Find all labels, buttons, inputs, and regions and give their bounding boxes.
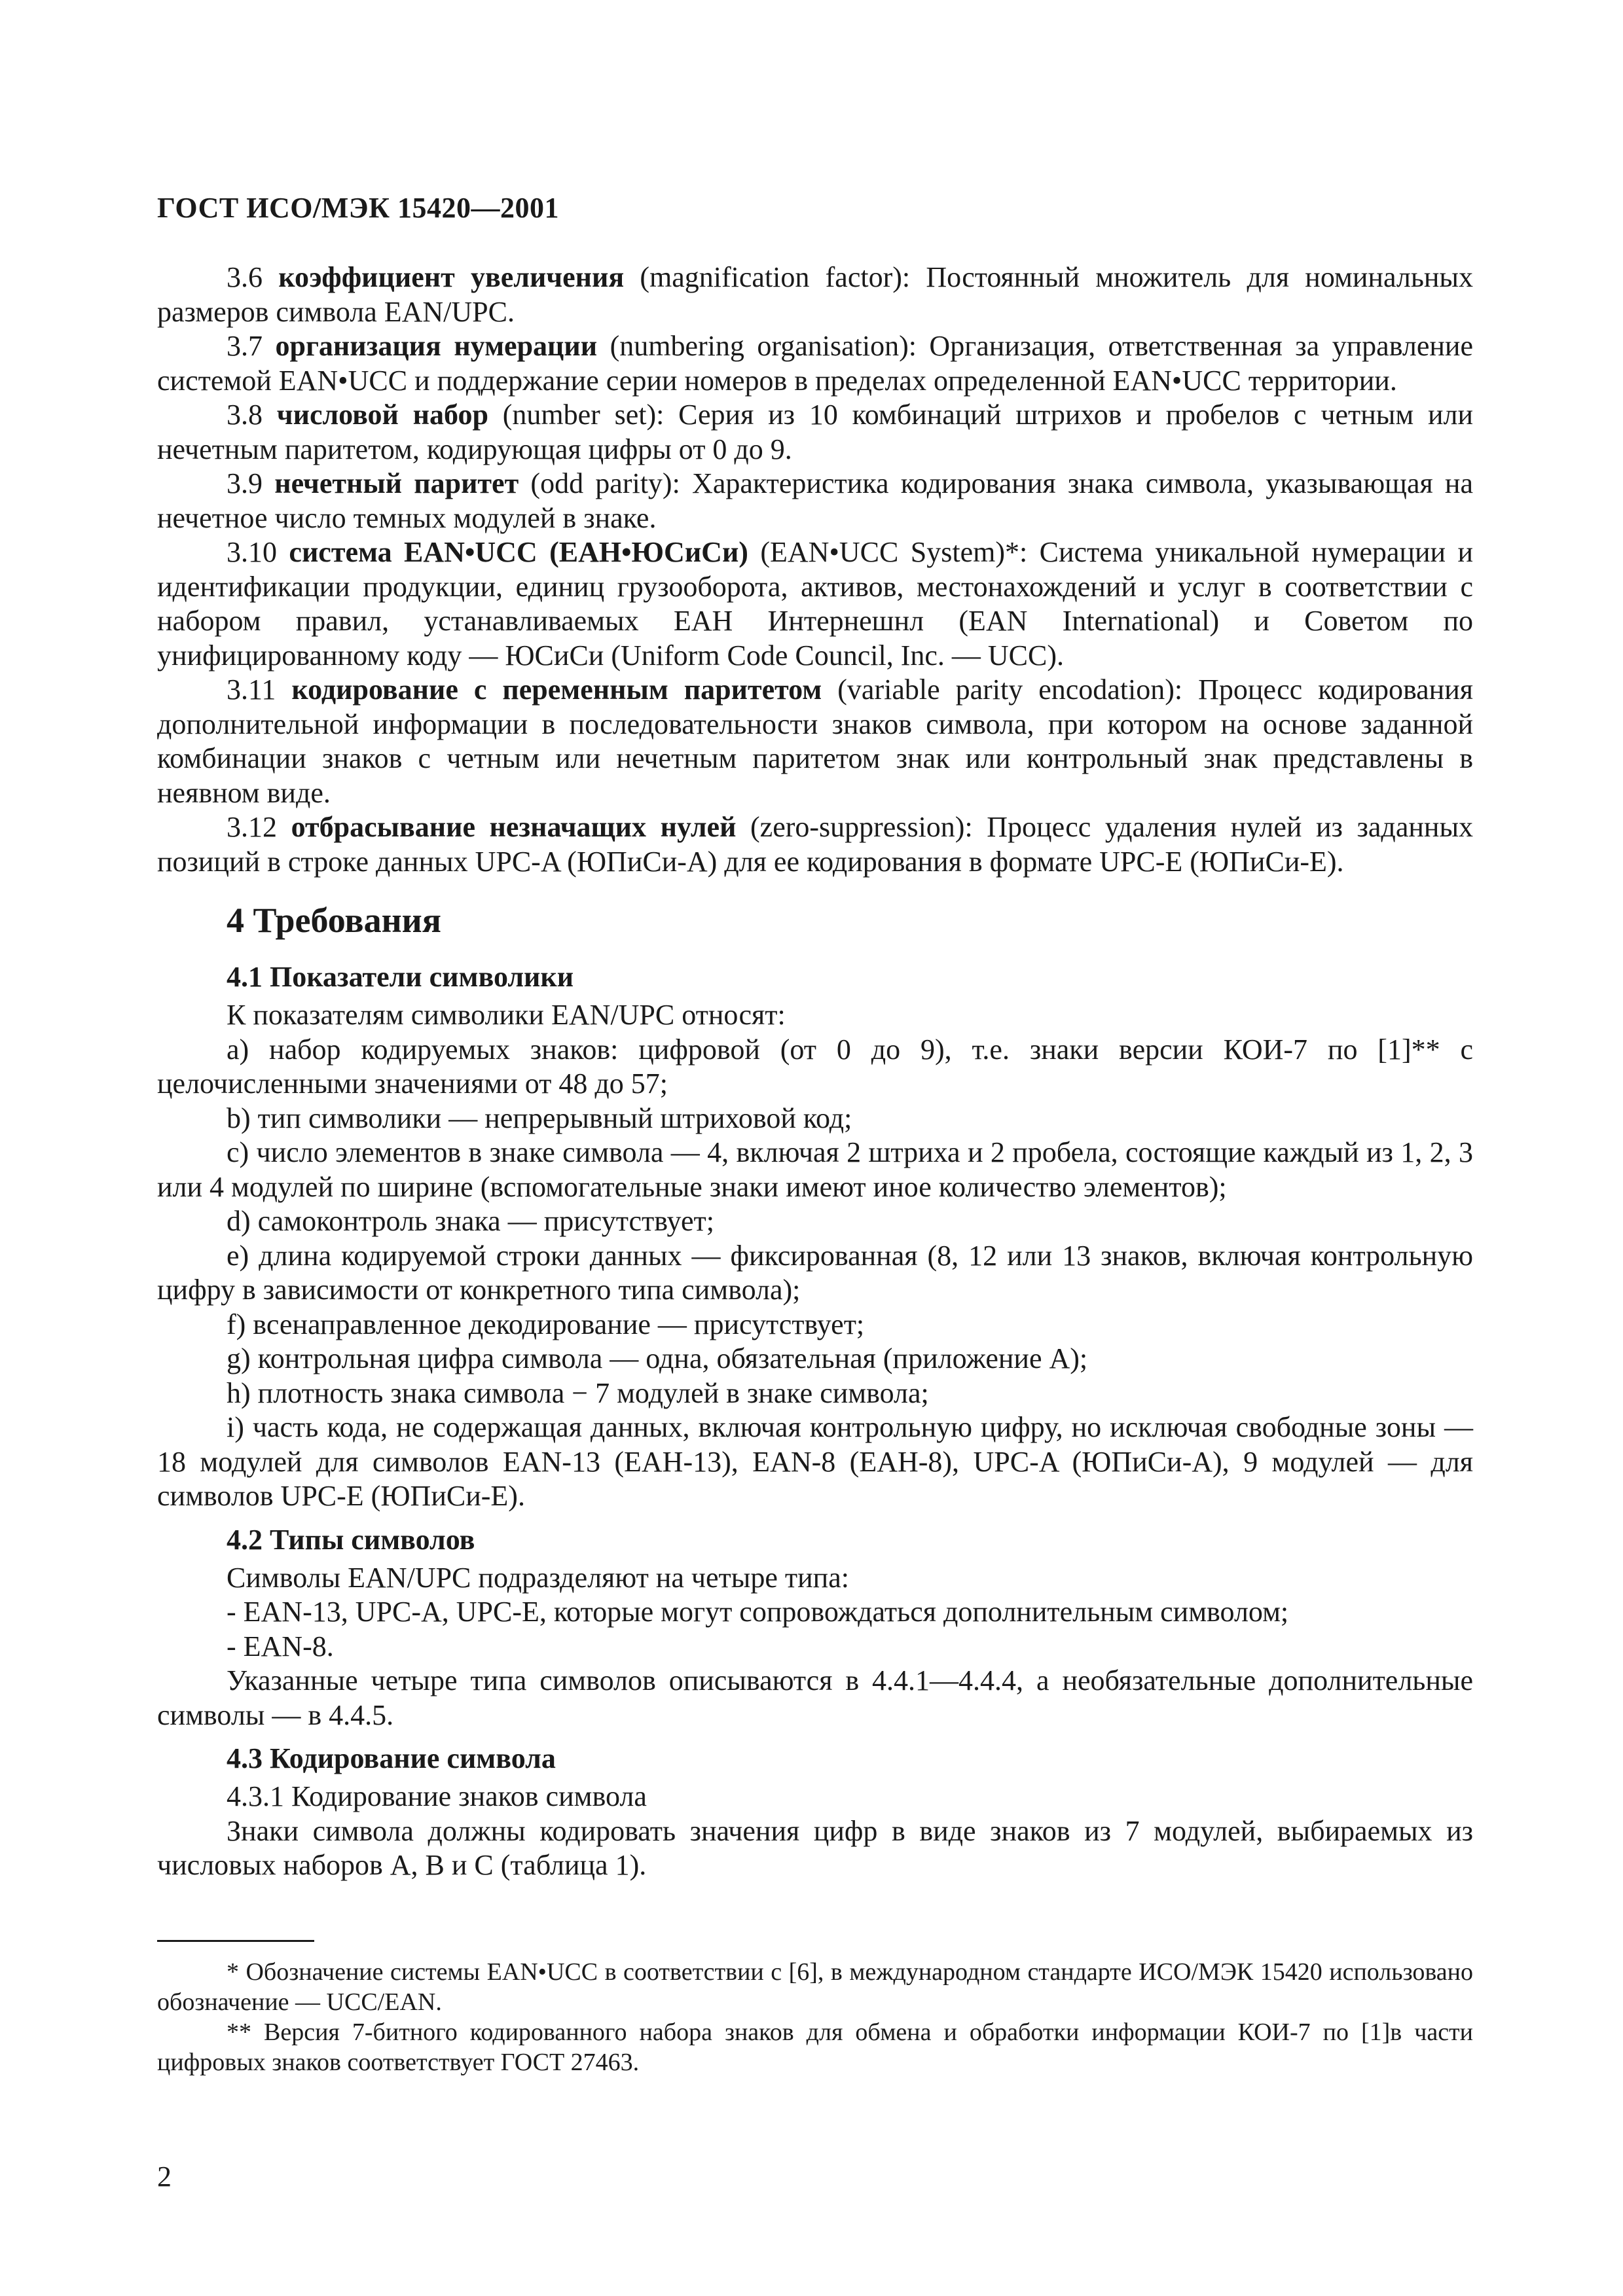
page-number: 2 bbox=[157, 2161, 172, 2193]
paragraph: Указанные четыре типа символов описываются в 4.4.1—4.4.4, а необязательные дополнительные символы — в 4.4.5. bbox=[157, 1664, 1473, 1731]
list-item: e) длина кодируемой строки данных — фиксированная (8, 12 или 13 знаков, включая контрольную цифру в зависимости от конкретного типа символа); bbox=[157, 1239, 1473, 1306]
list-item: d) самоконтроль знака — присутствует; bbox=[227, 1205, 714, 1237]
document-page bbox=[157, 0, 1473, 2296]
list-item: b) тип символики — непрерывный штриховой код; bbox=[227, 1102, 852, 1134]
definition-3-9: 3.9 нечетный паритет (odd parity): Характеристика кодирования знака символа, указывающая на нечетное число темных модулей в знаке. bbox=[157, 467, 1474, 534]
list-item: h) плотность знака символа − 7 модулей в знаке символа; bbox=[227, 1376, 929, 1409]
term: коэффициент увеличения bbox=[278, 261, 625, 293]
term: система EAN•UCC (ЕАН•ЮСиСи) bbox=[289, 536, 748, 568]
paragraph: Символы EAN/UPC подразделяют на четыре типа: bbox=[227, 1561, 849, 1594]
term: отбрасывание незначащих нулей bbox=[291, 811, 737, 843]
list-item: g) контрольная цифра символа — одна, обязательная (приложение А); bbox=[227, 1342, 1088, 1374]
term: числовой набор bbox=[276, 399, 488, 431]
definition-3-11: 3.11 кодирование с переменным паритетом (variable parity encodation): Процесс кодирования дополнительной информации в последовательности знаков символа, при котором на основе заданной комбинации знаков с четным или нечетным паритетом знак или контрольный знак представлены в неявном виде. bbox=[157, 673, 1473, 809]
subsection-title-4-2: 4.2 Типы символов bbox=[227, 1523, 475, 1556]
list-item: - EAN-8. bbox=[227, 1630, 334, 1662]
subsection-title-4-1: 4.1 Показатели символики bbox=[227, 961, 574, 993]
term: кодирование с переменным паритетом bbox=[291, 673, 822, 706]
definition-3-7: 3.7 организация нумерации (numbering organisation): Организация, ответственная за управление системой EAN•UCC и поддержание серии номеров в пределах определенной EAN•UCC территории. bbox=[157, 330, 1473, 397]
term: организация нумерации bbox=[275, 330, 598, 362]
paragraph: Знаки символа должны кодировать значения цифр в виде знаков из 7 модулей, выбираемых из числовых наборов А, В и С (таблица 1). bbox=[157, 1814, 1473, 1881]
subsection-title-4-3: 4.3 Кодирование символа bbox=[227, 1742, 556, 1774]
footnote: ** Версия 7-битного кодированного набора знаков для обмена и обработки информации КОИ-7 по [1]в части цифровых знаков соответствует ГОСТ 27463. bbox=[157, 2018, 1473, 2076]
paragraph: К показателям символики EAN/UPC относят: bbox=[227, 999, 786, 1031]
footnote: * Обозначение системы EAN•UCC в соответствии с [6], в международном стандарте ИСО/МЭК 15420 использовано обозначение — UCC/EAN. bbox=[157, 1958, 1473, 2016]
list-item: a) набор кодируемых знаков: цифровой (от 0 до 9), т.е. знаки версии КОИ-7 по [1]** с целочисленными значениями от 48 до 57; bbox=[157, 1033, 1473, 1100]
section-title: 4 Требования bbox=[227, 901, 442, 940]
running-header: ГОСТ ИСО/МЭК 15420—2001 bbox=[157, 192, 560, 224]
footnotes bbox=[157, 1957, 1473, 2077]
definition-3-12: 3.12 отбрасывание незначащих нулей (zero-suppression): Процесс удаления нулей из заданных позиций в строке данных UPC-A (ЮПиСи-А) для ее кодирования в формате UPC-E (ЮПиСи-Е). bbox=[157, 811, 1474, 878]
definition-3-6: 3.6 коэффициент увеличения (magnification factor): Постоянный множитель для номинальных размеров символа EAN/UPC. bbox=[157, 261, 1473, 328]
footnote-divider bbox=[157, 1940, 314, 1942]
definition-3-10: 3.10 система EAN•UCC (ЕАН•ЮСиСи) (EAN•UCC System)*: Система уникальной нумерации и идентификации продукции, единиц грузооборота, активов, местонахождений и услуг в соответствии с набором правил, устанавливаемых ЕАН Интернешнл (EAN International) и Советом по унифицированному коду — ЮСиСи (Uniform Code Council, Inc. — UCC). bbox=[157, 536, 1474, 672]
paragraph: 4.3.1 Кодирование знаков символа bbox=[227, 1780, 647, 1812]
definition-3-8: 3.8 числовой набор (number set): Серия из 10 комбинаций штрихов и пробелов с четным или нечетным паритетом, кодирующая цифры от 0 до 9. bbox=[157, 399, 1474, 465]
list-item: f) всенаправленное декодирование — присутствует; bbox=[227, 1308, 865, 1340]
body-text bbox=[157, 260, 1473, 1883]
list-item: i) часть кода, не содержащая данных, включая контрольную цифру, но исключая свободные зоны — 18 модулей для символов EAN-13 (ЕАН-13), EAN-8 (ЕАН-8), UPC-A (ЮПиСи-А), 9 модулей — для символов UPC-E (ЮПиСи-Е). bbox=[157, 1411, 1473, 1512]
list-item: - EAN-13, UPC-A, UPC-E, которые могут сопровождаться дополнительным символом; bbox=[227, 1596, 1289, 1628]
list-item: c) число элементов в знаке символа — 4, включая 2 штриха и 2 пробела, состоящие каждый из 1, 2, 3 или 4 модулей по ширине (вспомогательные знаки имеют иное количество элементов); bbox=[157, 1136, 1473, 1203]
term: нечетный паритет bbox=[274, 467, 519, 499]
